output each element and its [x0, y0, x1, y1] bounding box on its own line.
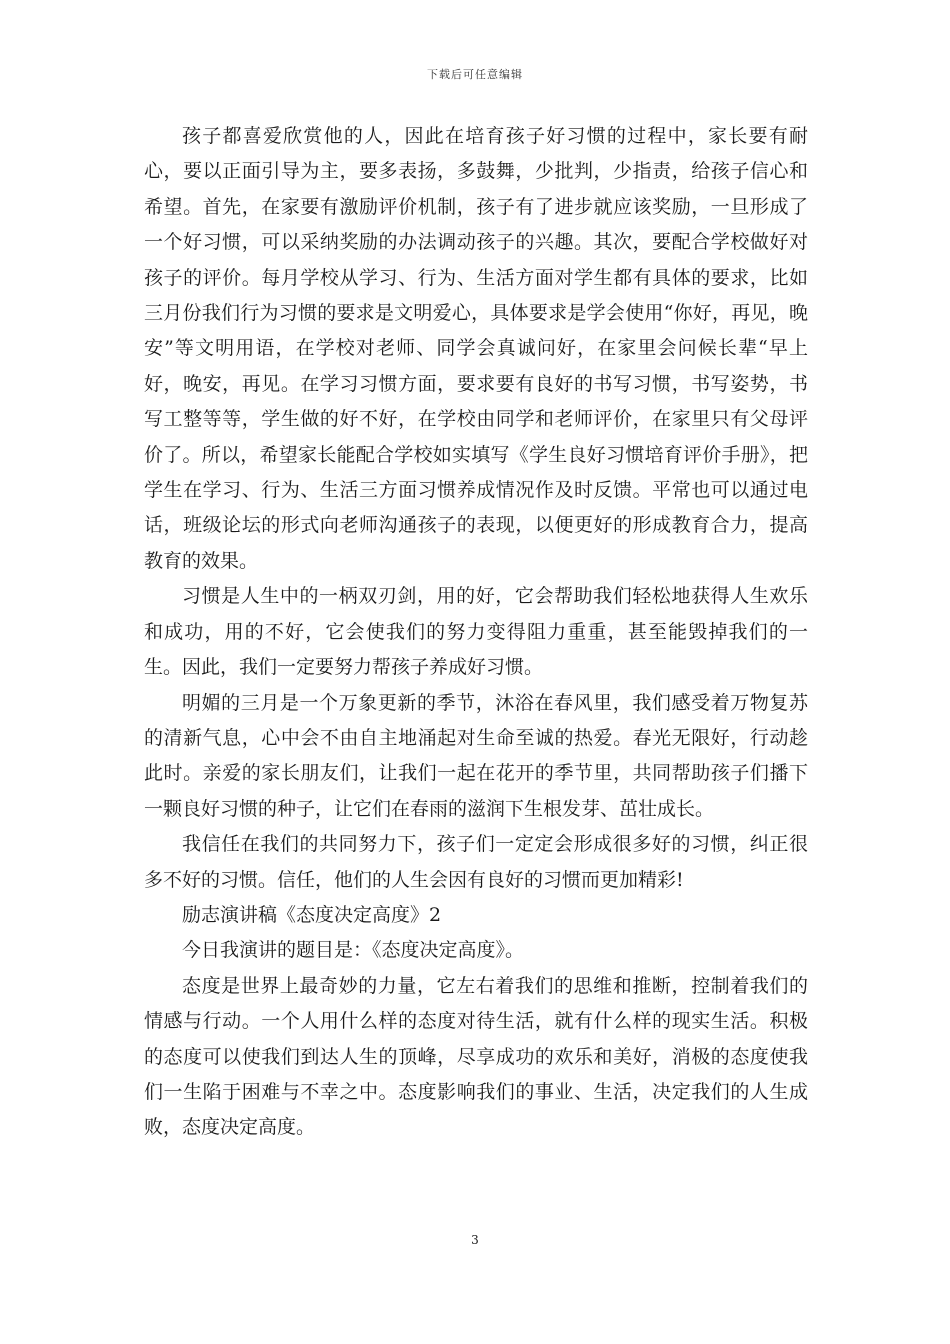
- paragraph: 明媚的三月是一个万象更新的季节，沐浴在春风里，我们感受着万物复苏的清新气息，心中会不由自主地涌起对生命至诚的热爱。春光无限好，行动趁此时。亲爱的家长朋友们，让我们一起在花开的季节里，共同帮助孩子们播下一颗良好习惯的种子，让它们在春雨的滋润下生根发芽、茁壮成长。: [144, 691, 808, 820]
- page-header-note: 下载后可任意编辑: [427, 68, 523, 81]
- page-number: 3: [471, 1233, 479, 1247]
- paragraph: 习惯是人生中的一柄双刃剑，用的好，它会帮助我们轻松地获得人生欢乐和成功，用的不好，它会使我们的努力变得阻力重重，甚至能毁掉我们的一生。因此，我们一定要努力帮孩子养成好习惯。: [144, 585, 808, 679]
- paragraph: 孩子都喜爱欣赏他的人，因此在培育孩子好习惯的过程中，家长要有耐心，要以正面引导为主，要多表扬，多鼓舞，少批判，少指责，给孩子信心和希望。首先，在家要有激励评价机制，孩子有了进步就应该奖励，一旦形成了一个好习惯，可以采纳奖励的办法调动孩子的兴趣。其次，要配合学校做好对孩子的评价。每月学校从学习、行为、生活方面对学生都有具体的要求，比如三月份我们行为习惯的要求是文明爱心，具体要求是学会使用“你好，再见，晚安”等文明用语，在学校对老师、同学会真诚问好，在家里会问候长辈“早上好，晚安，再见。在学习习惯方面，要求要有良好的书写习惯，书写姿势，书写工整等等，学生做的好不好，在学校由同学和老师评价，在家里只有父母评价了。所以，希望家长能配合学校如实填写《学生良好习惯培育评价手册》，把学生在学习、行为、生活三方面习惯养成情况作及时反馈。平常也可以通过电话，班级论坛的形式向老师沟通孩子的表现，以便更好的形成教育合力，提高教育的效果。: [144, 125, 808, 572]
- paragraph: 我信任在我们的共同努力下，孩子们一定定会形成很多好的习惯，纠正很多不好的习惯。信任，他们的人生会因有良好的习惯而更加精彩!: [144, 833, 808, 891]
- section-title: 励志演讲稿《态度决定高度》2: [182, 903, 442, 926]
- paragraph: 态度是世界上最奇妙的力量，它左右着我们的思维和推断，控制着我们的情感与行动。一个人用什么样的态度对待生活，就有什么样的现实生活。积极的态度可以使我们到达人生的顶峰，尽享成功的欢乐和美好，消极的态度使我们一生陷于困难与不幸之中。态度影响我们的事业、生活，决定我们的人生成败，态度决定高度。: [144, 974, 808, 1139]
- paragraph: 今日我演讲的题目是：《态度决定高度》。: [182, 939, 525, 962]
- document-body: [144, 119, 808, 1146]
